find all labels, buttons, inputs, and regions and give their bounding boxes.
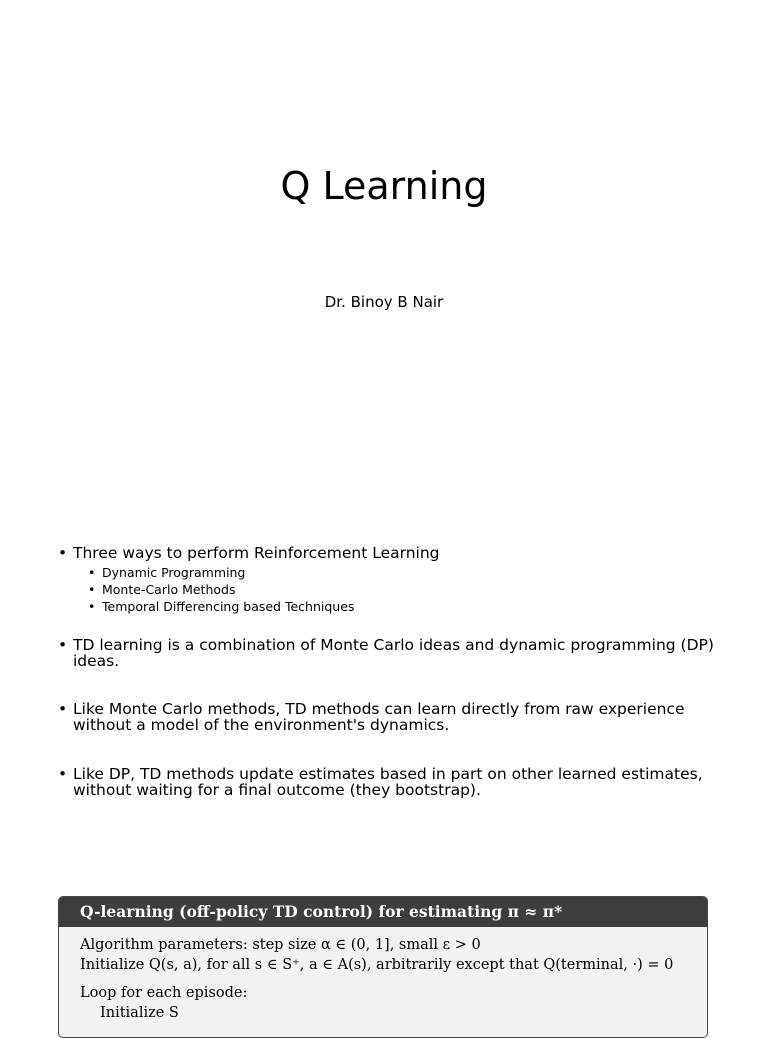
algorithm-line: Initialize Q(s, a), for all s ∈ S⁺, a ∈ A(s), arbitrarily except that Q(terminal, ·) = 0 bbox=[80, 957, 674, 973]
bullet-item: • Like Monte Carlo methods, TD methods can learn directly from raw experience without a model of the environment's dynamics. bbox=[58, 701, 718, 733]
sub-bullet-item: • Monte-Carlo Methods bbox=[88, 581, 718, 598]
algorithm-box bbox=[58, 896, 708, 1038]
bullet-item bbox=[58, 545, 718, 615]
bullet-item: • Like DP, TD methods update estimates based in part on other learned estimates, without waiting for a final outcome (they bootstrap). bbox=[58, 766, 718, 798]
sub-bullet-item: • Temporal Differencing based Techniques bbox=[88, 598, 718, 615]
sub-bullet-item: • Dynamic Programming bbox=[88, 564, 718, 581]
sub-bullet-list bbox=[73, 564, 718, 615]
slide-title: Q Learning bbox=[280, 164, 488, 208]
bullet-item: • TD learning is a combination of Monte Carlo ideas and dynamic programming (DP) ideas. bbox=[58, 637, 718, 669]
algorithm-line: Initialize S bbox=[100, 1005, 179, 1021]
bullet-list bbox=[58, 545, 718, 798]
algorithm-body bbox=[59, 927, 707, 1023]
bullet-text: Three ways to perform Reinforcement Learning bbox=[73, 544, 440, 562]
algorithm-line: Algorithm parameters: step size α ∈ (0, 1], small ε > 0 bbox=[80, 937, 481, 953]
algorithm-line: Loop for each episode: bbox=[80, 985, 248, 1001]
slide-author: Dr. Binoy B Nair bbox=[324, 293, 444, 311]
algorithm-header: Q-learning (off-policy TD control) for estimating π ≈ π* bbox=[59, 897, 707, 927]
